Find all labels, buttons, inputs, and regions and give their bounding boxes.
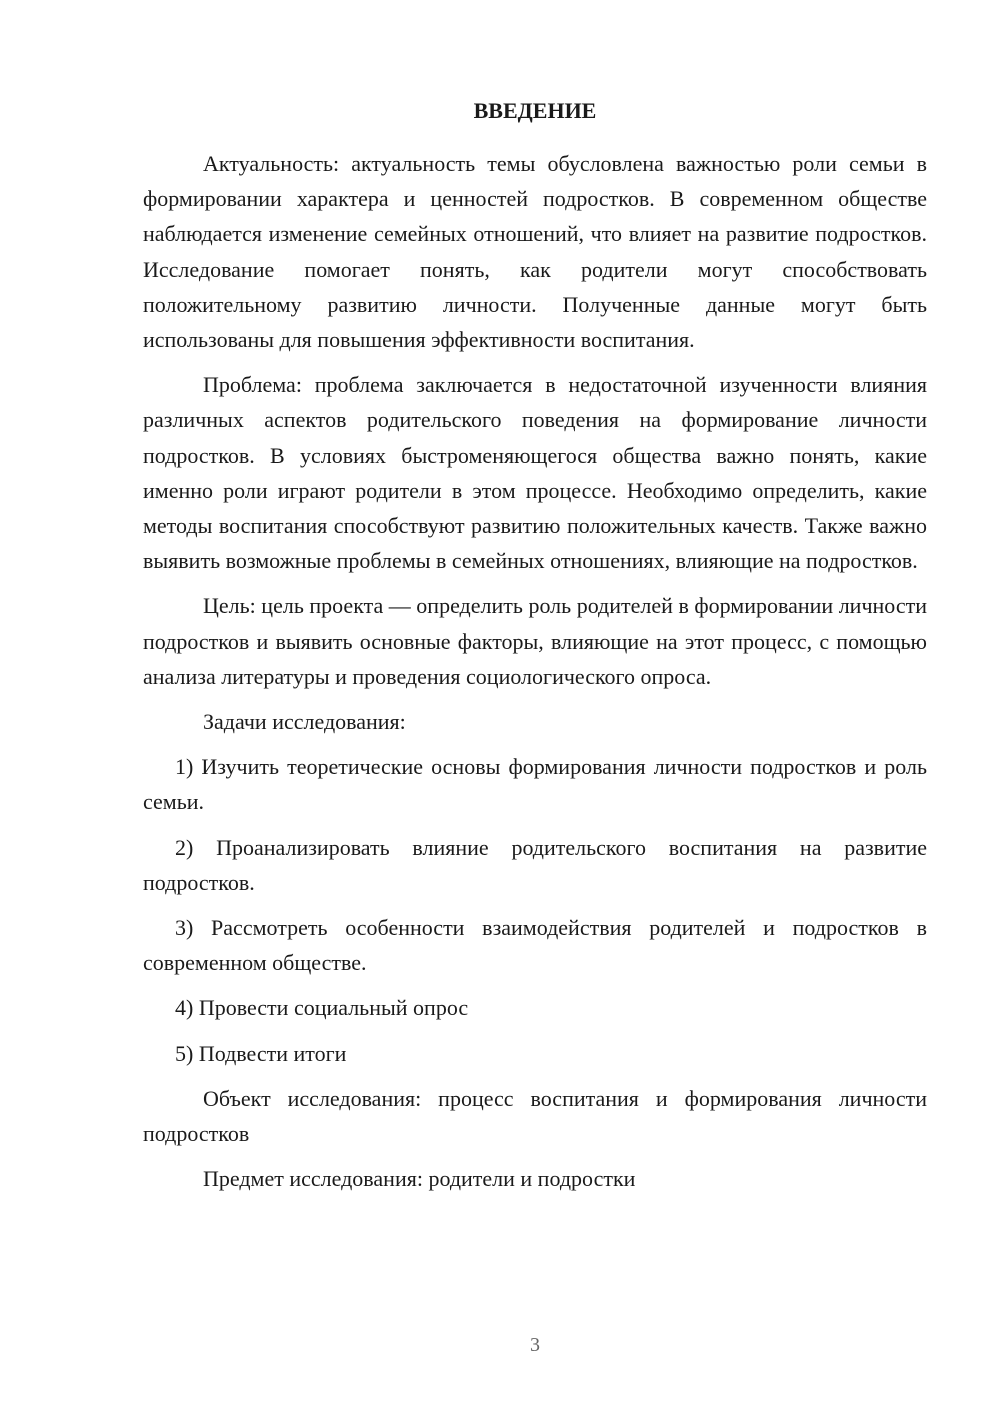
paragraph-goal: Цель: цель проекта — определить роль родителей в формировании личности подростков и выявить основные факторы, влияющие на этот процесс, с помощью анализа литературы и проведения социологического опроса. [143,593,927,689]
paragraph-subject: Предмет исследования: родители и подростки [203,1166,636,1192]
task-item-5: 5) Подвести итоги [175,1040,347,1066]
page-number: 3 [530,1334,540,1356]
task-item-2: 2) Проанализировать влияние родительского воспитания на развитие подростков. [143,834,927,895]
task-item-1: 1) Изучить теоретические основы формирования личности подростков и роль семьи. [143,754,927,815]
task-item-3: 3) Рассмотреть особенности взаимодействия родителей и подростков в современном обществе. [143,915,927,976]
paragraph-problem: Проблема: проблема заключается в недостаточной изученности влияния различных аспектов родительского поведения на формирование личности подростков. В условиях быстроменяющегося общества важно понять, какие именно роли играют родители в этом процессе. Необходимо определить, какие методы воспитания способствуют развитию положительных качеств. Также важно выявить возможные проблемы в семейных отношениях, влияющие на подростков. [143,372,927,574]
document-page [143,96,927,1206]
tasks-heading: Задачи исследования: [203,709,406,735]
paragraph-relevance: Актуальность: актуальность темы обусловлена важностью роли семьи в формировании характера и ценностей подростков. В современном обществе наблюдается изменение семейных отношений, что влияет на развитие подростков. Исследование помогает понять, как родители могут способствовать положительному развитию личности. Полученные данные могут быть использованы для повышения эффективности воспитания. [143,151,927,353]
page-title: ВВЕДЕНИЕ [473,98,597,123]
task-item-4: 4) Провести социальный опрос [175,995,469,1021]
paragraph-object: Объект исследования: процесс воспитания и формирования личности подростков [143,1085,927,1147]
